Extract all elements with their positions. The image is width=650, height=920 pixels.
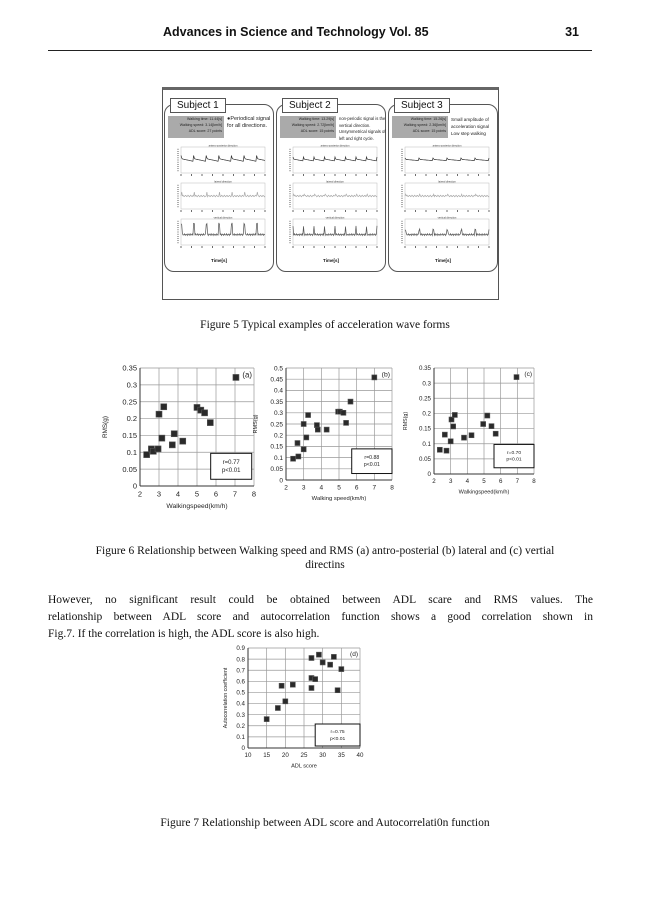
waveform-panel-title: vertical direction — [213, 216, 233, 220]
correlation-stat: p<0.01 — [329, 736, 346, 742]
y-tick-label: 0.05 — [270, 466, 283, 474]
y-tick-label: 0.6 — [236, 678, 245, 686]
x-tick-label: 7 — [372, 484, 377, 492]
data-point — [452, 412, 457, 417]
data-point — [328, 662, 333, 667]
data-point — [448, 439, 453, 444]
waveform-panel-title: vertical direction — [325, 216, 345, 220]
x-tick-label: 8 — [532, 478, 536, 486]
y-tick-label: 0.4 — [236, 700, 245, 708]
data-point — [161, 404, 167, 410]
correlation-stat: r=0.88 — [364, 455, 380, 462]
y-tick-label: 0.2 — [273, 432, 283, 440]
data-point — [295, 441, 300, 446]
y-tick-label: 0.15 — [418, 425, 431, 433]
waveform-panel-title: lateral direction — [438, 180, 456, 184]
data-point — [283, 699, 288, 704]
waveform-group — [397, 143, 493, 253]
y-tick-label: 0 — [132, 481, 137, 491]
y-tick-label: 0.1 — [422, 440, 431, 448]
data-point — [264, 717, 269, 722]
data-point — [444, 448, 449, 453]
y-tick-label: 0.2 — [126, 414, 137, 424]
x-tick-label: 20 — [281, 752, 289, 760]
correlation-stat: p<0.01 — [506, 457, 522, 463]
subject-info — [392, 116, 448, 138]
y-tick-label: 0 — [427, 471, 431, 479]
correlation-stat: p<0.01 — [221, 468, 241, 475]
data-point — [275, 706, 280, 711]
waveform-plot-frame — [293, 219, 377, 245]
waveform-panel-title: antero-posterior direction — [320, 144, 350, 148]
info-line: Walking speed: 3.14[km/h] — [179, 123, 222, 127]
y-tick-label: 0.15 — [270, 443, 283, 451]
y-tick-label: 0.45 — [270, 376, 283, 384]
correlation-box — [211, 453, 252, 479]
x-tick-label: 4 — [465, 478, 470, 486]
x-tick-label: 6 — [213, 489, 219, 499]
y-tick-label: 0.35 — [270, 398, 283, 406]
info-line: Walking speed: 2.36[km/h] — [403, 123, 446, 127]
panel-label: (b) — [381, 371, 390, 379]
data-point — [493, 431, 498, 436]
y-tick-label: 0.9 — [236, 645, 245, 653]
y-tick-label: 0.5 — [273, 365, 283, 373]
x-tick-label: 15 — [263, 752, 271, 760]
chart-a — [100, 360, 265, 520]
body-paragraph — [48, 592, 593, 643]
data-point — [296, 454, 301, 459]
data-point — [180, 438, 186, 444]
y-tick-label: 0.8 — [236, 656, 245, 664]
data-point — [156, 411, 162, 417]
x-tick-label: 2 — [432, 478, 436, 486]
data-point — [313, 677, 318, 682]
paragraph-line: Fig.7. If the correlation is high, the ADL score is also high. — [48, 628, 320, 640]
x-tick-label: 5 — [337, 484, 341, 492]
data-point — [469, 433, 474, 438]
subject-note — [227, 116, 275, 130]
data-point — [341, 410, 346, 415]
note-line: Small amplitude of — [451, 117, 489, 122]
y-tick-label: 0.25 — [418, 395, 431, 403]
x-tick-label: 35 — [337, 752, 345, 760]
figure-7-caption: Figure 7 Relationship between ADL score and Autocorrelati0n function — [160, 817, 490, 829]
data-point — [291, 456, 296, 461]
x-tick-label: 3 — [156, 489, 162, 499]
caption-line: Figure 6 Relationship between Walking speed and RMS (a) antro-posterial (b) lateral and (c) vertial — [95, 545, 555, 557]
waveform-panel-title: lateral direction — [214, 180, 232, 184]
data-point — [331, 654, 336, 659]
y-tick-label: 0.1 — [126, 447, 137, 457]
data-point — [279, 683, 284, 688]
info-line: Walking time: 13.29[s] — [298, 117, 334, 121]
header-rule — [48, 50, 592, 51]
data-point — [309, 656, 314, 661]
note-line: ●Periodical signal — [227, 116, 271, 122]
data-point — [155, 446, 161, 452]
correlation-stat: p<0.01 — [363, 462, 380, 469]
correlation-stat: r=0.70 — [506, 451, 522, 457]
y-tick-label: 0.25 — [270, 421, 283, 429]
subject-panel-3 — [388, 100, 498, 272]
waveform-plot-frame — [181, 219, 265, 245]
time-axis-label: Time[s] — [211, 258, 227, 263]
waveform-plot-frame — [405, 219, 489, 245]
data-point — [462, 435, 467, 440]
y-tick-label: 0.5 — [236, 689, 245, 697]
caption-line: directins — [305, 559, 345, 571]
info-line: Walking time: 11.44[s] — [187, 117, 222, 121]
y-axis-label: RMS(g) — [253, 414, 259, 434]
x-tick-label: 6 — [354, 484, 359, 492]
y-tick-label: 0.7 — [236, 667, 245, 675]
waveform-panel-title: antero-posterior direction — [208, 144, 238, 148]
y-tick-label: 0.3 — [273, 410, 283, 418]
info-line: Walking time: 15.26[s] — [410, 117, 446, 121]
data-point — [324, 427, 329, 432]
waveform-panel-title: lateral direction — [326, 180, 344, 184]
subject-note — [339, 116, 387, 142]
paragraph-line: However, no significant result could be obtained between ADL scare and RMS values. The — [48, 594, 593, 606]
y-tick-label: 0.05 — [418, 456, 431, 464]
note-line: vertical direction. — [339, 122, 371, 128]
waveform-plot-frame — [181, 147, 265, 173]
figure-5 — [162, 87, 499, 300]
correlation-stat: r=0.77 — [222, 460, 240, 467]
y-tick-label: 0.05 — [122, 464, 137, 474]
subject-info — [168, 116, 224, 138]
x-tick-label: 30 — [319, 752, 327, 760]
note-line: Low step walking — [451, 131, 486, 136]
note-line: non-periodic signal is the — [339, 116, 386, 121]
subject-panel-2 — [276, 100, 386, 272]
data-point — [169, 442, 175, 448]
waveform-panel-title: vertical direction — [437, 216, 457, 220]
x-tick-label: 5 — [482, 478, 486, 486]
y-axis-label: Autocorrelation coefficient — [223, 667, 229, 729]
data-point — [301, 422, 306, 427]
data-point — [320, 660, 325, 665]
subject-label: Subject 1 — [170, 98, 226, 113]
data-point — [485, 413, 490, 418]
chart-d — [220, 640, 380, 780]
data-point — [171, 431, 177, 437]
data-point — [437, 447, 442, 452]
waveform-group — [285, 143, 381, 253]
x-axis-label: ADL score — [291, 763, 317, 770]
data-point — [335, 688, 340, 693]
info-line: ADL score: 15 points — [300, 129, 334, 133]
x-tick-label: 10 — [244, 752, 252, 760]
data-point — [442, 432, 447, 437]
data-point — [344, 420, 349, 425]
x-tick-label: 6 — [498, 478, 503, 486]
x-tick-label: 3 — [448, 478, 453, 486]
x-axis-label: Walkingspeed(km/h) — [458, 489, 510, 496]
note-line: for all directions. — [227, 123, 268, 129]
y-tick-label: 0.3 — [422, 380, 431, 388]
data-point — [202, 410, 208, 416]
data-point — [315, 427, 320, 432]
info-line: ADL score: 27 points — [188, 129, 222, 133]
note-line: acceleration signal — [451, 124, 490, 129]
chart-b — [250, 360, 410, 520]
y-tick-label: 0.1 — [273, 454, 283, 462]
data-point — [290, 682, 295, 687]
time-axis-label: Time[s] — [435, 258, 451, 263]
data-point — [316, 652, 321, 657]
y-tick-label: 0.4 — [273, 387, 283, 395]
y-axis-label: RMS(g) — [102, 416, 109, 438]
y-tick-label: 0.35 — [418, 365, 431, 373]
x-tick-label: 7 — [515, 478, 520, 486]
y-tick-label: 0 — [241, 745, 245, 753]
x-tick-label: 8 — [251, 489, 257, 499]
subject-label: Subject 3 — [394, 98, 450, 113]
panel-label: (d) — [350, 651, 358, 659]
data-point — [339, 667, 344, 672]
paragraph-line: relationship between ADL score and autocorrelation function shows a good correlation shown in — [48, 611, 593, 623]
waveform-plot-frame — [405, 147, 489, 173]
journal-title: Advances in Science and Technology Vol. 85 — [163, 25, 429, 39]
y-tick-label: 0 — [279, 477, 283, 485]
subject-panel-1 — [164, 100, 274, 272]
x-tick-label: 25 — [300, 752, 308, 760]
y-tick-label: 0.2 — [422, 410, 431, 418]
panel-label: (a) — [242, 370, 252, 380]
data-point — [451, 424, 456, 429]
note-line: left and right cycle. — [339, 135, 374, 141]
subject-note — [451, 116, 499, 137]
x-tick-label: 40 — [356, 752, 364, 760]
data-point — [301, 447, 306, 452]
info-line: Walking speed: 2.72[km/h] — [291, 123, 334, 127]
data-point — [348, 399, 353, 404]
data-point — [207, 420, 213, 426]
figure-6-caption — [0, 545, 650, 571]
time-axis-label: Time[s] — [323, 258, 339, 263]
y-tick-label: 0.15 — [122, 431, 137, 441]
chart-c — [400, 360, 550, 510]
x-tick-label: 7 — [232, 489, 238, 499]
waveform-plot-frame — [293, 147, 377, 173]
y-axis-label: RMS(g) — [403, 411, 409, 431]
data-point — [233, 374, 239, 380]
data-point — [489, 424, 494, 429]
info-line: ADL score: 15 points — [412, 129, 446, 133]
waveform-group — [173, 143, 269, 253]
page-number: 31 — [565, 25, 579, 39]
x-tick-label: 8 — [390, 484, 394, 492]
data-point — [514, 375, 519, 380]
x-axis-label: Walkingspeed(km/h) — [166, 503, 228, 510]
y-tick-label: 0.2 — [236, 722, 245, 730]
y-tick-label: 0.3 — [236, 711, 245, 719]
figure-5-caption: Figure 5 Typical examples of acceleration wave forms — [200, 319, 450, 331]
data-point — [372, 375, 377, 380]
data-point — [144, 452, 150, 458]
data-point — [304, 435, 309, 440]
y-tick-label: 0.1 — [236, 734, 245, 742]
data-point — [306, 413, 311, 418]
waveform-panel-title: antero-posterior direction — [432, 144, 462, 148]
y-tick-label: 0.35 — [122, 363, 137, 373]
x-tick-label: 2 — [284, 484, 288, 492]
correlation-stat: r=0.75 — [330, 730, 345, 736]
y-tick-label: 0.25 — [122, 397, 137, 407]
data-point — [159, 435, 165, 441]
x-tick-label: 5 — [194, 489, 200, 499]
x-tick-label: 2 — [137, 489, 143, 499]
data-point — [481, 422, 486, 427]
subject-info — [280, 116, 336, 138]
x-axis-label: Walking speed(km/h) — [311, 496, 367, 502]
note-line: Unsymmetrical signals of — [339, 129, 386, 134]
x-tick-label: 3 — [301, 484, 306, 492]
x-tick-label: 4 — [175, 489, 181, 499]
data-point — [309, 686, 314, 691]
subject-label: Subject 2 — [282, 98, 338, 113]
x-tick-label: 4 — [319, 484, 324, 492]
y-tick-label: 0.3 — [126, 380, 137, 390]
panel-label: (c) — [524, 371, 532, 379]
